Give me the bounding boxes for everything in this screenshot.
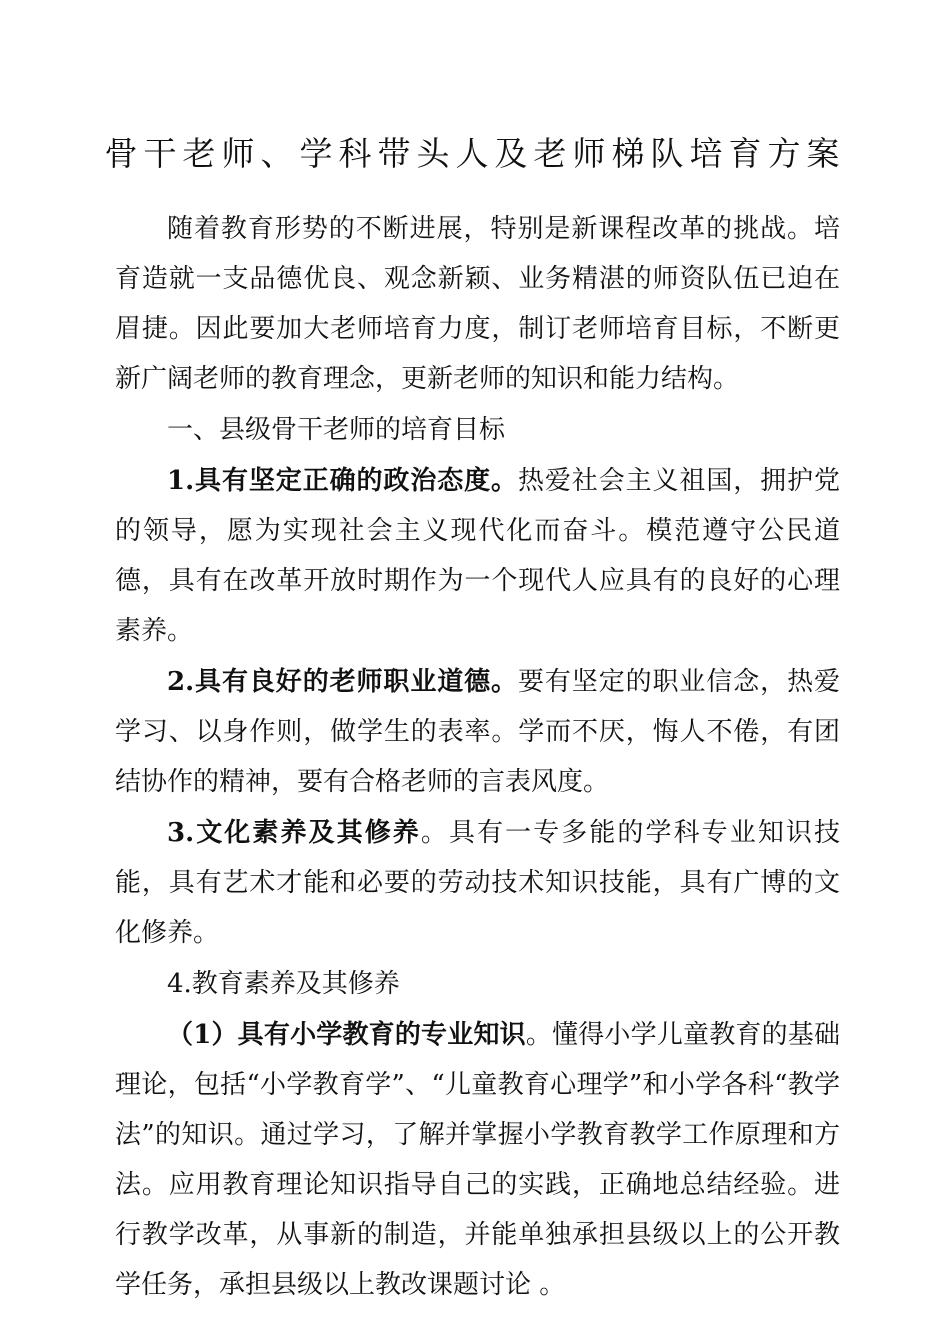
intro-paragraph: 随着教育形势的不断进展，特别是新课程改革的挑战。培育造就一支品德优良、观念新颖、业务精湛的师资队伍已迫在眉捷。因此要加大老师培育力度，制订老师培育目标，不断更新广阔老师的教育理念，更新老师的知识和能力结构。 xyxy=(115,214,840,394)
item-paragraph-3 xyxy=(115,808,840,958)
sub-item-paragraph-1 xyxy=(115,1010,840,1310)
item-paragraph-1 xyxy=(115,456,840,656)
item-lead: 1.具有坚定正确的政治态度。 xyxy=(167,466,518,496)
subsection-heading: 4.教育素养及其修养 xyxy=(167,969,400,999)
item-text: 热爱社会主义祖国，拥护党的领导，愿为实现社会主义现代化而奋斗。模范遵守公民道德，具有在改革开放时期作为一个现代人应具有的良好的心理素养。 xyxy=(115,466,840,646)
document-body xyxy=(115,204,840,1311)
item-lead: 2.具有良好的老师职业道德。 xyxy=(167,667,518,697)
sub-item-text: 。懂得小学儿童教育的基础理论，包括“小学教育学”、“儿童教育心理学”和小学各科“教学法”的知识。通过学习，了解并掌握小学教育教学工作原理和方法。应用教育理论知识指导自己的实践，正确地总结经验。进行教学改革，从事新的制造，并能单独承担县级以上的公开教学任务，承担县级以上教改课题讨论 。 xyxy=(115,1020,840,1300)
section-heading: 一、县级骨干老师的培育目标 xyxy=(167,415,506,445)
document-title: 骨干老师、学科带头人及老师梯队培育方案 xyxy=(104,134,846,173)
item-lead: 3.文化素养及其修养 xyxy=(167,818,421,848)
item-text: 要有坚定的职业信念，热爱学习、以身作则，做学生的表率。学而不厌，悔人不倦，有团结协作的精神，要有合格老师的言表风度。 xyxy=(115,667,840,797)
item-text: 。具有一专多能的学科专业知识技能，具有艺术才能和必要的劳动技术知识技能，具有广博的文化修养。 xyxy=(115,818,840,948)
sub-item-lead: （1）具有小学教育的专业知识 xyxy=(167,1020,526,1050)
item-paragraph-2 xyxy=(115,657,840,807)
